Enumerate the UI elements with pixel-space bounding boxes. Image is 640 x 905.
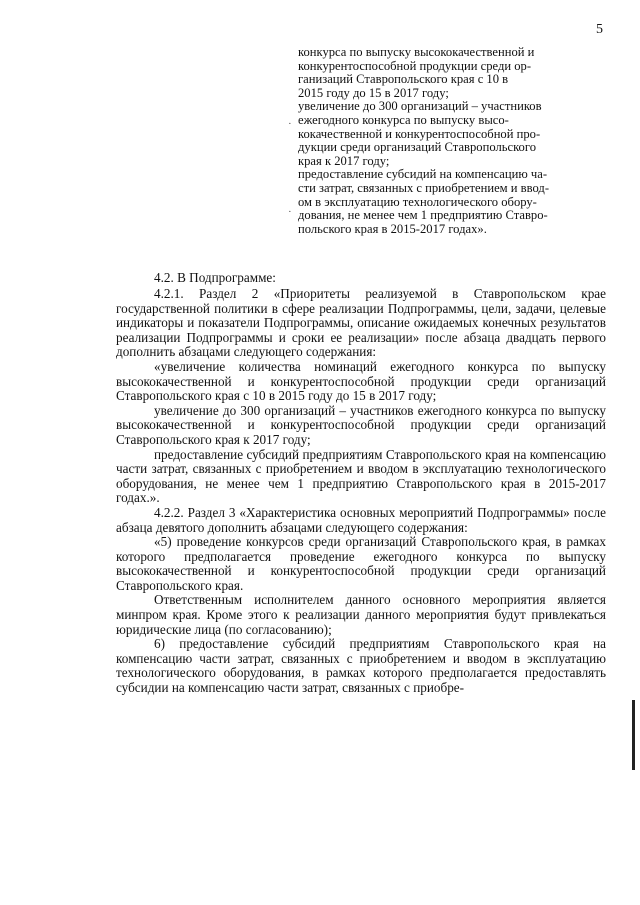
column-line: ганизаций Ставропольского края с 10 в [298, 72, 509, 87]
column-line: польского края в 2015-2017 годах». [298, 221, 487, 236]
column-line: ом в эксплуатацию технологического обору- [298, 194, 537, 209]
scan-artifact [632, 700, 635, 770]
paragraph: «увеличение количества номинаций ежегодного конкурса по выпуску высококачественной и конкурентоспособной продукции среди организаций Ставропольского края с 10 в 2015 году до 15 в 2017 году; [116, 358, 606, 404]
column-line: сти затрат, связанных с приобретением и ввод- [298, 180, 550, 195]
column-line: конкурентоспособной продукции среди ор- [298, 58, 532, 73]
page-number: 5 [596, 22, 603, 37]
column-line: дукции среди организаций Ставропольского [298, 140, 536, 155]
margin-mark: · [288, 118, 292, 130]
paragraph: «5) проведение конкурсов среди организаций Ставропольского края, в рамках которого предполагается проведение ежегодного конкурса по выпуску высококачественной и конкурентоспособной продукции среди организаций Ставропольского края. [116, 534, 606, 593]
paragraph: увеличение до 300 организаций – участников ежегодного конкурса по выпуску высококачественной и конкурентоспособной продукции среди организаций Ставропольского края к 2017 году; [116, 402, 606, 447]
paragraph: предоставление субсидий предприятиям Ставропольского края на компенсацию части затрат, связанных с приобретением и вводом в эксплуатацию технологического оборудования, не менее чем 1 предприятию Ставропольского края в 2015-2017 годах.». [116, 446, 606, 506]
paragraph: 6) предоставление субсидий предприятиям Ставропольского края на компенсацию части затрат, связанных с приобретением и вводом в эксплуатацию технологического оборудования, в рамках которого предполагается предоставлять субсидии на компенсацию части затрат, связанных с приобре- [116, 636, 606, 696]
column-line: увеличение до 300 организаций – участников [298, 99, 542, 114]
column-line: дования, не менее чем 1 предприятию Ставро- [298, 208, 548, 223]
margin-mark: · [288, 206, 292, 218]
body-text [116, 287, 606, 696]
column-line: 2015 году до 15 в 2017 году; [298, 85, 449, 100]
column-line: ежегодного конкурса по выпуску высо- [298, 112, 509, 127]
paragraph: 4.2.1. Раздел 2 «Приоритеты реализуемой в Ставропольском крае государственной политики в сфере реализации Подпрограммы, цели, задачи, целевые индикаторы и показатели Подпрограммы, описание ожидаемых конечных результатов реализации Подпрограммы и сроки ее реализации» после абзаца двадцать первого дополнить абзацами следующего содержания: [116, 286, 606, 360]
section-heading: 4.2. В Подпрограмме: [154, 270, 276, 285]
column-line: кокачественной и конкурентоспособной про- [298, 126, 541, 141]
column-line: предоставление субсидий на компенсацию ча- [298, 167, 548, 182]
right-column-text [298, 46, 604, 236]
column-line: края к 2017 году; [298, 153, 390, 168]
paragraph: 4.2.2. Раздел 3 «Характеристика основных мероприятий Подпрограммы» после абзаца девятого дополнить абзацами следующего содержания: [116, 504, 606, 535]
paragraph: Ответственным исполнителем данного основного мероприятия является минпром края. Кроме этого к реализации данного мероприятия будут привлекаться юридические лица (по согласованию); [116, 592, 606, 637]
column-line: конкурса по выпуску высококачественной и [298, 45, 535, 59]
